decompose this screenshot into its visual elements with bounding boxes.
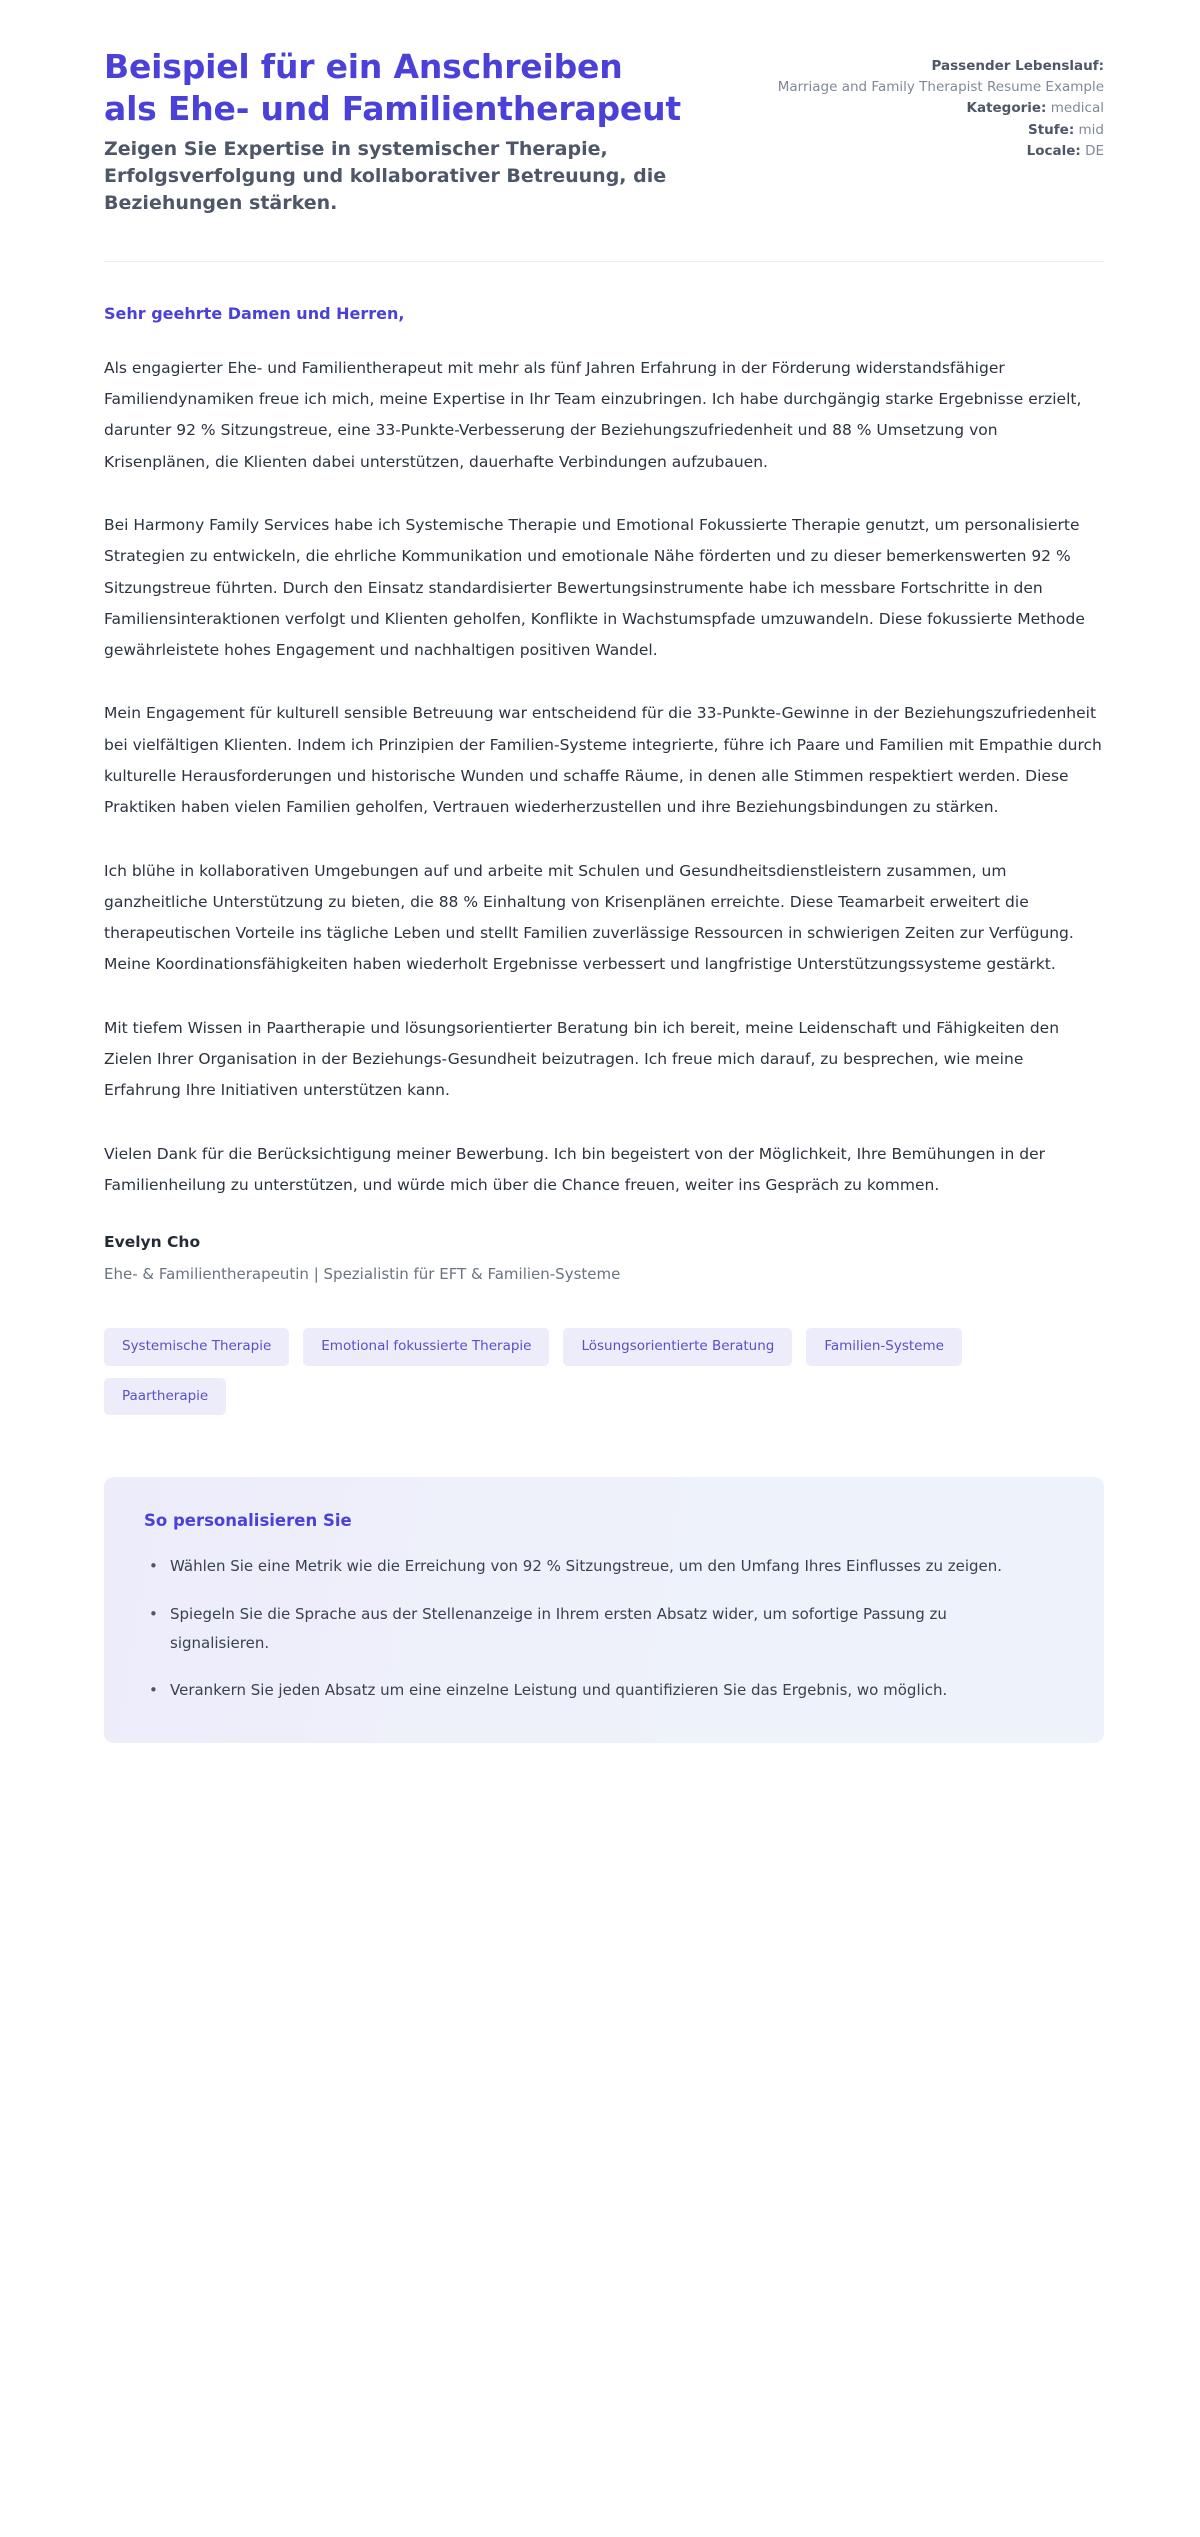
callout-tip-item: • Spiegeln Sie die Sprache aus der Stellenanzeige in Ihrem ersten Absatz wider, um sofortige Passung zu signalisieren. [144, 1600, 1024, 1659]
letter-paragraph: Als engagierter Ehe- und Familientherapeut mit mehr als fünf Jahren Erfahrung in der Förderung widerstandsfähiger Familiendynamiken freue ich mich, meine Expertise in Ihr Team einzubringen. Ich habe durchgängig starke Ergebnisse erzielt, darunter 92 % Sitzungstreue, eine 33-Punkte-Verbesserung der Beziehungszufriedenheit und 88 % Umsetzung von Krisenplänen, die Klienten dabei unterstützen, dauerhafte Verbindungen aufzubauen. [104, 358, 1082, 471]
skill-chip-list [104, 1328, 1064, 1415]
meta-row-resume [778, 56, 1104, 97]
skill-chip[interactable]: Paartherapie [104, 1378, 226, 1416]
meta-label-category: Kategorie: [966, 100, 1047, 117]
meta-value-locale: DE [1085, 143, 1104, 160]
meta-label-locale: Locale: [1026, 143, 1081, 160]
callout-tip-item: • Verankern Sie jeden Absatz um eine einzelne Leistung und quantifizieren Sie das Ergebnis, wo möglich. [144, 1676, 1024, 1705]
meta-value-level: mid [1078, 121, 1104, 138]
meta-row-locale [778, 141, 1104, 162]
letter-salutation: Sehr geehrte Damen und Herren, [104, 303, 405, 323]
page-title-line-1: Beispiel für ein Anschreiben [104, 47, 623, 86]
callout-tip-item: • Wählen Sie eine Metrik wie die Erreichung von 92 % Sitzungstreue, um den Umfang Ihres Einflusses zu zeigen. [144, 1552, 1024, 1581]
letter-paragraph: Ich blühe in kollaborativen Umgebungen auf und arbeite mit Schulen und Gesundheitsdienstleistern zusammen, um ganzheitliche Unterstützung zu bieten, die 88 % Einhaltung von Krisenplänen erreichte. Diese Teamarbeit erweitert die therapeutischen Vorteile ins tägliche Leben und stellt Familien zuverlässige Ressourcen in schwierigen Zeiten zur Verfügung. Meine Koordinationsfähigkeiten haben wiederholt Ergebnisse verbessert und langfristige Unterstützungssysteme gestärkt. [104, 861, 1074, 974]
page-header [104, 46, 1104, 217]
meta-label-resume: Passender Lebenslauf: [931, 58, 1104, 74]
letter-paragraph: Bei Harmony Family Services habe ich Systemische Therapie und Emotional Fokussierte Therapie genutzt, um personalisierte Strategien zu entwickeln, die ehrliche Kommunikation und emotionale Nähe förderten und zu dieser bemerkenswerten 92 % Sitzungstreue führten. Durch den Einsatz standardisierter Bewertungsinstrumente habe ich messbare Fortschritte in den Familiensinteraktionen verfolgt und Klienten geholfen, Konflikte in Wachstumspfade umzuwandeln. Diese fokussierte Methode gewährleistete hohes Engagement und nachhaltigen positiven Wandel. [104, 515, 1085, 660]
skill-chip[interactable]: Familien-Systeme [806, 1328, 962, 1366]
letter-paragraph: Vielen Dank für die Berücksichtigung meiner Bewerbung. Ich bin begeistert von der Möglichkeit, Ihre Bemühungen in der Familienheilung zu unterstützen, und würde mich über die Chance freuen, weiter ins Gespräch zu kommen. [104, 1144, 1045, 1194]
meta-row-level [778, 120, 1104, 141]
skill-chip[interactable]: Lösungsorientierte Beratung [563, 1328, 792, 1366]
meta-label-level: Stufe: [1028, 121, 1075, 138]
page-title [104, 46, 738, 130]
signature-block [104, 1233, 1104, 1283]
page-title-line-2: als Ehe- und Familientherapeut [104, 88, 681, 128]
letter-paragraph: Mit tiefem Wissen in Paartherapie und lösungsorientierter Beratung bin ich bereit, meine Leidenschaft und Fähigkeiten den Zielen Ihrer Organisation in der Beziehungs-Gesundheit beizutragen. Ich freue mich darauf, zu besprechen, wie meine Erfahrung Ihre Initiativen unterstützen kann. [104, 1018, 1060, 1100]
meta-value-category: medical [1050, 100, 1104, 117]
signature-name: Evelyn Cho [104, 1233, 201, 1252]
meta-row-category [778, 98, 1104, 119]
page-subtitle: Zeigen Sie Expertise in systemischer Therapie, Erfolgsverfolgung und kollaborativer Betreuung, die Beziehungen stärken. [104, 137, 667, 214]
header-title-block [104, 46, 738, 217]
letter-paragraph: Mein Engagement für kulturell sensible Betreuung war entscheidend für die 33-Punkte-Gewinne in der Beziehungszufriedenheit bei vielfältigen Klienten. Indem ich Prinzipien der Familien-Systeme integrierte, führe ich Paare und Familien mit Empathie durch kulturelle Herausforderungen und historische Wunden und schaffe Räume, in denen alle Stimmen respektiert werden. Diese Praktiken haben vielen Familien geholfen, Vertrauen wiederherzustellen und ihre Beziehungsbindungen zu stärken. [104, 704, 1102, 817]
signature-role: Ehe- & Familientherapeutin | Spezialistin für EFT & Familien-Systeme [104, 1265, 621, 1284]
skill-chip[interactable]: Systemische Therapie [104, 1328, 289, 1366]
callout-title: So personalisieren Sie [144, 1511, 352, 1531]
meta-value-resume: Marriage and Family Therapist Resume Example [777, 78, 1104, 95]
header-meta-block [778, 46, 1104, 163]
callout-tip-list [144, 1552, 1064, 1705]
letter-body [104, 262, 1104, 1744]
skill-chip[interactable]: Emotional fokussierte Therapie [303, 1328, 549, 1366]
personalization-callout [104, 1477, 1104, 1743]
